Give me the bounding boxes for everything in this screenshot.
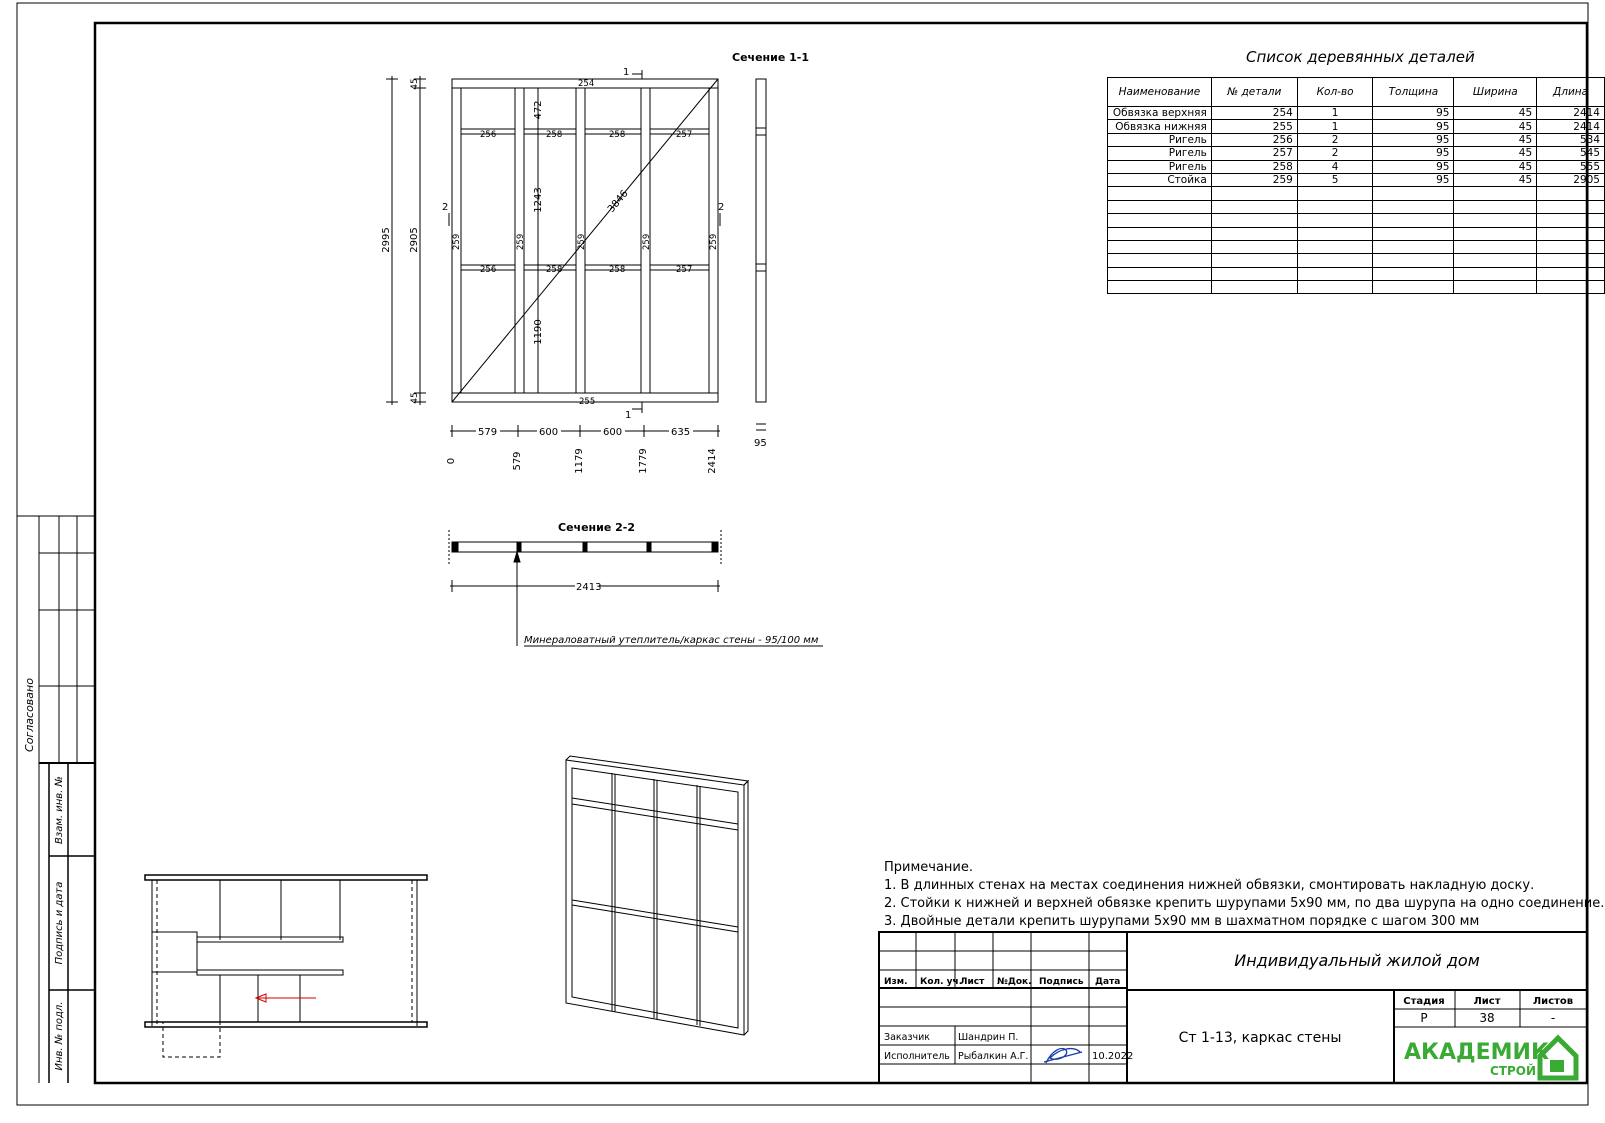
wall-section-plan <box>449 530 823 646</box>
segment-height: 472 <box>533 100 544 120</box>
section-1-1-title: Сечение 1-1 <box>732 51 810 64</box>
side-thickness-dimension: 95 <box>754 438 767 449</box>
logo-main-text: АКАДЕМИК <box>1404 1040 1549 1065</box>
parts-table-cell <box>1297 281 1373 294</box>
parts-table-cell <box>1454 227 1537 240</box>
project-title: Индивидуальный жилой дом <box>1234 951 1480 970</box>
parts-table <box>1107 77 1605 294</box>
parts-table-title: Список деревянных деталей <box>1246 48 1475 66</box>
stud-label: 259 <box>709 233 719 250</box>
spacing-dimension: 579 <box>478 427 498 438</box>
parts-table-cell: 45 <box>1454 173 1537 186</box>
rev-header-date: Дата <box>1095 977 1121 987</box>
parts-table-row <box>1108 187 1605 200</box>
parts-table-cell <box>1454 267 1537 280</box>
section-mark-2-right: 2 <box>718 202 725 213</box>
coordinate-dimension: 1779 <box>638 448 649 474</box>
parts-table-cell: 4 <box>1297 160 1373 173</box>
middle-noggin-label: 258 <box>609 265 626 275</box>
bottom-plate-label: 255 <box>579 397 596 407</box>
parts-table-cell <box>1211 200 1297 213</box>
parts-table-cell <box>1537 187 1605 200</box>
insulation-leader-text: Минераловатный утеплитель/каркас стены - 95/100 мм <box>524 635 819 646</box>
upper-noggin-label: 258 <box>546 130 563 140</box>
parts-table-cell: 2414 <box>1537 120 1605 133</box>
original-inventory-label: Инв. № подл. <box>54 1001 65 1071</box>
stud-label: 259 <box>577 233 587 250</box>
parts-table-cell: 257 <box>1211 147 1297 160</box>
parts-table-header-row <box>1108 78 1605 107</box>
parts-table-cell: 95 <box>1373 173 1454 186</box>
note-item: 1. В длинных стенах на местах соединения нижней обвязки, смонтировать накладную доску. <box>884 878 1535 893</box>
segment-height: 1190 <box>533 319 544 345</box>
parts-table-cell <box>1454 240 1537 253</box>
sheets-header: Листов <box>1532 996 1574 1007</box>
frame-isometric-view <box>566 756 748 1035</box>
stud-label: 259 <box>516 233 526 250</box>
parts-table-row <box>1108 147 1605 160</box>
coordinate-dimension: 2414 <box>707 448 718 474</box>
coordinate-dimension: 579 <box>512 451 523 471</box>
customer-label: Заказчик <box>884 1032 931 1043</box>
notes-heading: Примечание. <box>884 860 974 875</box>
spacing-dimension: 600 <box>603 427 623 438</box>
parts-table-cell: Ригель <box>1108 147 1212 160</box>
segment-height: 1243 <box>533 187 544 213</box>
parts-table-cell: 254 <box>1211 107 1297 120</box>
parts-table-cell: 45 <box>1454 120 1537 133</box>
parts-table-cell: 5 <box>1297 173 1373 186</box>
sheet-number: 38 <box>1479 1011 1495 1025</box>
parts-table-cell <box>1211 254 1297 267</box>
parts-table-row <box>1108 120 1605 133</box>
parts-table-cell <box>1373 187 1454 200</box>
parts-table-cell <box>1108 254 1212 267</box>
top-plate-thickness: 45 <box>410 78 420 90</box>
parts-table-cell <box>1297 267 1373 280</box>
parts-table-cell <box>1373 200 1454 213</box>
middle-noggin-label: 257 <box>676 265 693 275</box>
parts-table-cell <box>1373 254 1454 267</box>
stage-value: Р <box>1420 1011 1428 1025</box>
replacement-inventory-label: Взам. инв. № <box>54 776 65 844</box>
parts-table-cell <box>1108 240 1212 253</box>
parts-table-cell <box>1373 281 1454 294</box>
date-value: 10.2022 <box>1092 1051 1134 1062</box>
coordinate-dimension: 1179 <box>574 448 585 474</box>
parts-table-cell: 95 <box>1373 133 1454 146</box>
parts-table-cell: 95 <box>1373 120 1454 133</box>
top-plate-label: 254 <box>578 79 595 89</box>
spacing-dimension: 600 <box>539 427 559 438</box>
parts-table-cell: 95 <box>1373 160 1454 173</box>
signature-date-label: Подпись и дата <box>54 881 65 965</box>
parts-table-cell <box>1454 187 1537 200</box>
parts-table-cell: 95 <box>1373 107 1454 120</box>
parts-table-header-cell: Длина <box>1537 78 1605 107</box>
inner-height-dimension: 2905 <box>409 227 420 253</box>
parts-table-cell <box>1211 187 1297 200</box>
note-item: 3. Двойные детали крепить шурупами 5х90 мм в шахматном порядке с шагом 300 мм <box>884 914 1480 929</box>
parts-table-cell <box>1537 240 1605 253</box>
parts-table-cell <box>1454 200 1537 213</box>
parts-table-cell: 258 <box>1211 160 1297 173</box>
parts-table-cell: Стойка <box>1108 173 1212 186</box>
parts-table-header-cell: Кол-во <box>1297 78 1373 107</box>
parts-table-cell: 545 <box>1537 147 1605 160</box>
parts-table-cell: 534 <box>1537 133 1605 146</box>
logo-sub-text: СТРОЙ <box>1490 1064 1537 1078</box>
stud-label: 259 <box>642 233 652 250</box>
parts-table-row <box>1108 107 1605 120</box>
parts-table-cell: Обвязка нижняя <box>1108 120 1212 133</box>
parts-table-cell: 95 <box>1373 147 1454 160</box>
parts-table-cell <box>1108 281 1212 294</box>
parts-table-row <box>1108 214 1605 227</box>
logo-house-door-icon <box>1550 1060 1564 1072</box>
upper-noggin-label: 256 <box>480 130 497 140</box>
parts-table-cell <box>1211 214 1297 227</box>
parts-table-cell <box>1108 227 1212 240</box>
parts-table-cell <box>1211 227 1297 240</box>
parts-table-cell <box>1537 281 1605 294</box>
upper-noggin-label: 257 <box>676 130 693 140</box>
parts-table-cell <box>1108 267 1212 280</box>
parts-table-cell: 45 <box>1454 133 1537 146</box>
parts-table-cell <box>1537 254 1605 267</box>
parts-table-cell <box>1108 200 1212 213</box>
parts-table-cell <box>1373 267 1454 280</box>
customer-name: Шандрин П. <box>958 1032 1019 1043</box>
parts-table-cell <box>1373 214 1454 227</box>
executor-signature <box>1044 1049 1082 1063</box>
rev-header-doc: №Док. <box>997 977 1032 987</box>
parts-table-cell <box>1297 240 1373 253</box>
parts-table-cell: 45 <box>1454 107 1537 120</box>
parts-table-cell <box>1537 267 1605 280</box>
diagonal-dimension: 3846 <box>605 188 631 215</box>
parts-table-header-cell: Наименование <box>1108 78 1212 107</box>
parts-table-cell <box>1297 214 1373 227</box>
parts-table-cell <box>1211 281 1297 294</box>
parts-table-cell <box>1373 240 1454 253</box>
stud-label: 259 <box>452 233 462 250</box>
parts-table-cell <box>1454 281 1537 294</box>
parts-table-cell <box>1211 267 1297 280</box>
parts-table-row <box>1108 254 1605 267</box>
sheet-title: Ст 1-13, каркас стены <box>1178 1030 1342 1046</box>
sheets-total: - <box>1550 1011 1556 1025</box>
parts-table-cell <box>1537 227 1605 240</box>
parts-table-header-cell: № детали <box>1211 78 1297 107</box>
parts-table-row <box>1108 240 1605 253</box>
agreed-label: Согласовано <box>23 678 36 752</box>
revision-headers <box>884 977 1120 987</box>
parts-table-row <box>1108 200 1605 213</box>
upper-noggin-label: 258 <box>609 130 626 140</box>
bottom-plate-thickness: 45 <box>410 392 420 404</box>
parts-table-cell: 255 <box>1211 120 1297 133</box>
parts-table-row <box>1108 173 1605 186</box>
parts-table-cell <box>1108 187 1212 200</box>
middle-noggin-label: 256 <box>480 265 497 275</box>
note-item: 2. Стойки к нижней и верхней обвязке крепить шурупами 5х90 мм, по два шурупа на одно соединение. <box>884 896 1605 911</box>
sheet-header: Лист <box>1473 996 1501 1007</box>
parts-table-cell <box>1454 214 1537 227</box>
parts-table-cell <box>1297 200 1373 213</box>
coordinate-values <box>446 448 718 473</box>
parts-table-header-cell: Толщина <box>1373 78 1454 107</box>
parts-table-cell: 2 <box>1297 133 1373 146</box>
section-mark-1-bottom: 1 <box>625 410 632 421</box>
section-2-2-title: Сечение 2-2 <box>558 521 636 534</box>
parts-table-cell <box>1537 200 1605 213</box>
parts-table-row <box>1108 160 1605 173</box>
parts-table-header-cell: Ширина <box>1454 78 1537 107</box>
parts-table-row <box>1108 281 1605 294</box>
parts-table-cell <box>1537 214 1605 227</box>
parts-table-cell: 2 <box>1297 147 1373 160</box>
stage-header: Стадия <box>1403 996 1445 1007</box>
rev-header-change: Изм. <box>884 977 908 987</box>
parts-table-cell: 259 <box>1211 173 1297 186</box>
parts-table-cell: 2905 <box>1537 173 1605 186</box>
overall-height-dimension: 2995 <box>381 227 392 253</box>
parts-table-row <box>1108 227 1605 240</box>
executor-label: Исполнитель <box>884 1051 950 1062</box>
parts-table-cell <box>1108 214 1212 227</box>
parts-table-cell <box>1297 254 1373 267</box>
parts-table-cell: 2414 <box>1537 107 1605 120</box>
parts-table-cell <box>1373 227 1454 240</box>
parts-table-cell <box>1297 187 1373 200</box>
parts-table-cell: 45 <box>1454 160 1537 173</box>
parts-table-cell: Ригель <box>1108 160 1212 173</box>
parts-table-cell <box>1454 254 1537 267</box>
parts-table-row <box>1108 267 1605 280</box>
parts-table-cell: 1 <box>1297 107 1373 120</box>
rev-header-count: Кол. уч. <box>920 977 963 987</box>
section-width-dimension: 2413 <box>576 582 602 593</box>
parts-table-row <box>1108 133 1605 146</box>
middle-noggin-label: 258 <box>546 265 563 275</box>
key-floor-plan <box>145 875 427 1057</box>
parts-table-cell <box>1211 240 1297 253</box>
parts-table-cell: 256 <box>1211 133 1297 146</box>
parts-table-cell: Обвязка верхняя <box>1108 107 1212 120</box>
spacing-dimension: 635 <box>671 427 691 438</box>
company-logo <box>1404 1038 1576 1078</box>
parts-table-cell <box>1297 227 1373 240</box>
executor-name: Рыбалкин А.Г. <box>958 1051 1029 1062</box>
parts-table-cell: 1 <box>1297 120 1373 133</box>
rev-header-sheet: Лист <box>960 977 985 987</box>
parts-table-cell: 45 <box>1454 147 1537 160</box>
parts-table-cell: Ригель <box>1108 133 1212 146</box>
parts-table-cell: 555 <box>1537 160 1605 173</box>
coordinate-dimension: 0 <box>446 457 457 465</box>
section-mark-2-left: 2 <box>442 202 449 213</box>
horizontal-dimension-lines <box>450 79 766 437</box>
rev-header-signature: Подпись <box>1039 977 1084 987</box>
section-mark-1-top: 1 <box>623 67 630 78</box>
